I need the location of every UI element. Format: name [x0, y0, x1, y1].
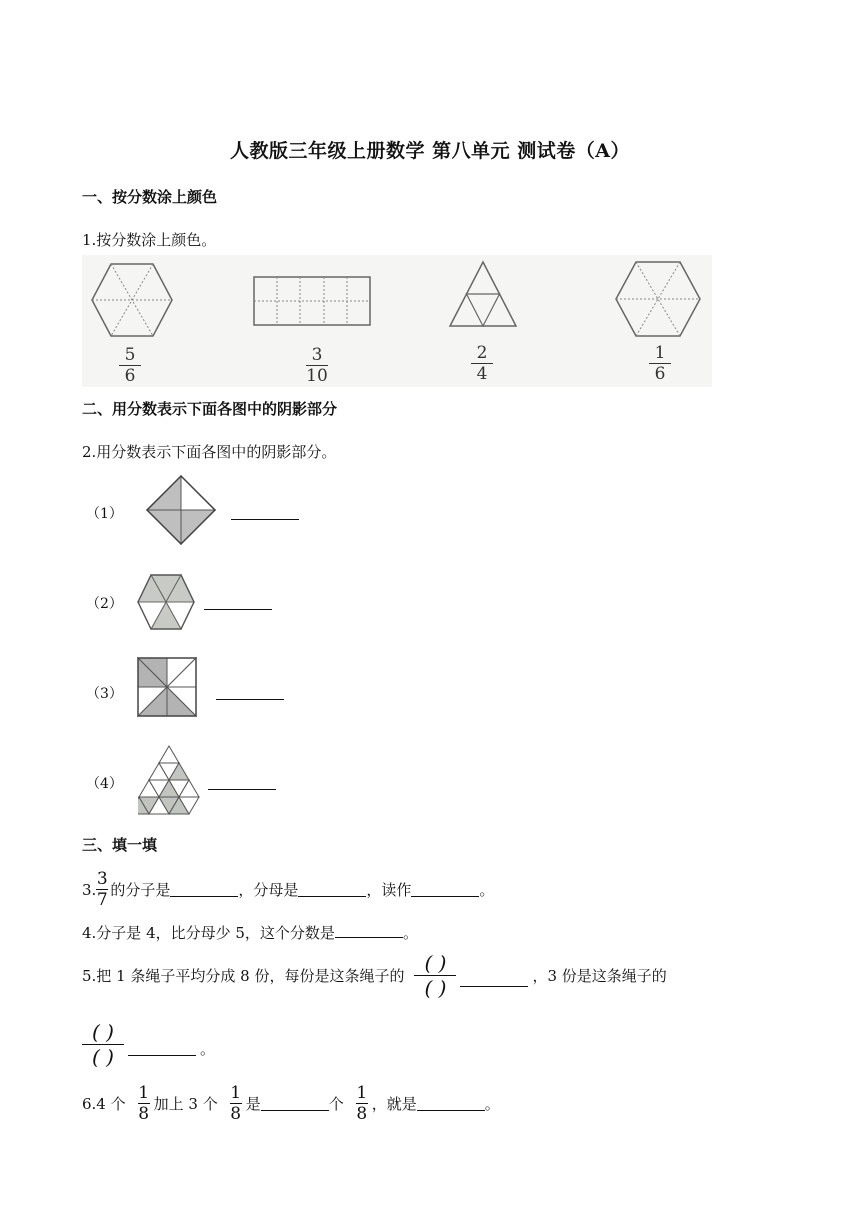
- q2-label-3: （3）: [86, 686, 123, 702]
- q6-fraction-2-den: 8: [230, 1104, 242, 1124]
- q2-figure-triangle: [138, 744, 200, 816]
- section-heading-3: 三、填一填: [82, 836, 158, 854]
- q2-answer-blank-1[interactable]: [231, 505, 299, 520]
- q6-blank-2[interactable]: [417, 1096, 485, 1111]
- q3-prefix: 3.: [82, 880, 97, 899]
- q1-triangle[interactable]: [448, 260, 518, 328]
- q2-answer-blank-4[interactable]: [208, 775, 276, 790]
- q5-paren-fraction-1: [414, 953, 456, 998]
- q2-figure-hexagon: [136, 573, 196, 631]
- q4-end: 。: [402, 924, 418, 942]
- q3-fraction-num: 3: [96, 869, 108, 889]
- page-title: 人教版三年级上册数学 第八单元 测试卷（A）: [230, 140, 630, 162]
- question-5-line-1: [82, 953, 667, 998]
- q6-text-1: 6.4 个: [82, 1095, 126, 1113]
- q5-blank-1[interactable]: [460, 972, 528, 987]
- question-1-text: 1.按分数涂上颜色。: [82, 231, 217, 249]
- question-3: [82, 870, 494, 909]
- section-heading-1: 一、按分数涂上颜色: [82, 188, 218, 206]
- q6-fraction-3-num: 1: [356, 1083, 368, 1103]
- q2-answer-blank-2[interactable]: [204, 595, 272, 610]
- q1-fraction-4: 1 6: [648, 344, 672, 383]
- q1-hexagon-1[interactable]: [90, 262, 174, 338]
- q1-fraction-3: 2 4: [470, 344, 494, 383]
- q3-fraction: [96, 870, 108, 909]
- q4-text: 4.分子是 4，比分母少 5，这个分数是: [82, 924, 335, 942]
- q6-text-4: 个: [328, 1095, 344, 1113]
- q3-blank-reading[interactable]: [411, 882, 479, 897]
- q5-paren-fraction-2: [82, 1022, 124, 1067]
- q3-text-1: 的分子是: [110, 881, 171, 899]
- q5-paren-den-1[interactable]: ( ): [424, 976, 447, 1000]
- question-6: [82, 1084, 500, 1123]
- q5-paren-num-2[interactable]: ( ): [92, 1020, 114, 1044]
- q6-fraction-1: [138, 1084, 150, 1123]
- q6-text-5: ，就是: [371, 1095, 417, 1113]
- q6-text-3: 是: [245, 1095, 261, 1113]
- q5-text-2: ，3 份是这条绳子的: [532, 967, 667, 985]
- q2-figure-diamond: [145, 474, 217, 546]
- q2-figure-square: [136, 656, 198, 718]
- q2-label-4: （4）: [86, 776, 123, 792]
- question-4: [82, 922, 418, 943]
- q6-fraction-3-den: 8: [356, 1104, 368, 1124]
- q6-fraction-2-num: 1: [230, 1083, 242, 1103]
- q5-paren-num-1[interactable]: ( ): [424, 951, 447, 975]
- q1-fraction-1: 5 6: [118, 346, 142, 385]
- q5-paren-den-2[interactable]: ( ): [92, 1045, 114, 1069]
- q3-text-2: ，分母是: [238, 881, 299, 899]
- q6-fraction-1-num: 1: [138, 1083, 150, 1103]
- q3-blank-numerator[interactable]: [170, 882, 238, 897]
- q3-blank-denominator[interactable]: [298, 882, 366, 897]
- q2-label-1: （1）: [86, 506, 123, 522]
- q5-text-1: 5.把 1 条绳子平均分成 8 份，每份是这条绳子的: [82, 967, 405, 985]
- q1-rectangle[interactable]: [252, 275, 372, 327]
- q6-fraction-2: [230, 1084, 242, 1123]
- q3-text-3: ，读作: [366, 881, 412, 899]
- q6-fraction-1-den: 8: [138, 1104, 150, 1124]
- section-heading-2: 二、用分数表示下面各图中的阴影部分: [82, 400, 338, 418]
- q4-blank[interactable]: [335, 923, 403, 938]
- q1-fraction-2: 3 10: [306, 345, 328, 386]
- q5-blank-2[interactable]: [128, 1041, 196, 1056]
- question-5-line-2: [82, 1022, 215, 1067]
- q5-end: 。: [200, 1040, 216, 1058]
- question-2-text: 2.用分数表示下面各图中的阴影部分。: [82, 443, 337, 461]
- q3-text-4: 。: [479, 881, 495, 899]
- q6-fraction-3: [356, 1084, 368, 1123]
- q2-label-2: （2）: [86, 596, 123, 612]
- q6-blank-1[interactable]: [261, 1096, 329, 1111]
- q6-end: 。: [484, 1095, 500, 1113]
- q2-answer-blank-3[interactable]: [216, 685, 284, 700]
- q1-hexagon-2[interactable]: [614, 260, 702, 338]
- q6-text-2: 加上 3 个: [153, 1095, 218, 1113]
- q3-fraction-den: 7: [96, 890, 108, 910]
